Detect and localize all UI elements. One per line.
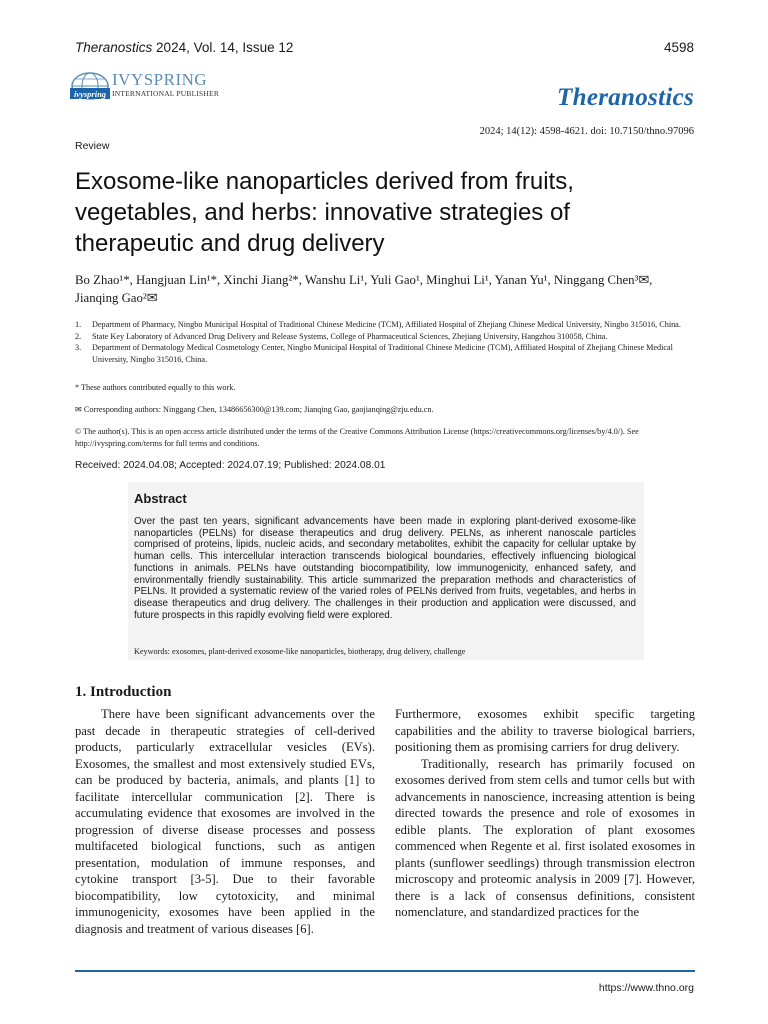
affiliation-text: Department of Pharmacy, Ningbo Municipal Hospital of Traditional Chinese Medicine (TCM), Affiliated Hospital of Zhejiang Chinese Medical University, Ningbo 315016, China. — [92, 320, 681, 329]
affiliations — [75, 319, 700, 365]
journal-brand: Theranostics — [557, 84, 694, 111]
paragraph: There have been significant advancements over the past decade in therapeutic strategies of cell-derived products, particularly extracellular vesicles (EVs). Exosomes, the smallest and most extensively studied EVs, can be produced by bacteria, animals, and plants [1] to facilitate intercellular communication [2]. There is accumulating evidence that exosomes are involved in the progression of diverse disease processes and possess multifaceted biological functions, such as antigen presentation, modulation of immune responses, and cytokine transport [3-5]. Due to their favorable biocompatibility, low cytotoxicity, and minimal immunogenicity, exosomes have been applied in the diagnosis and treatment of various diseases [6]. — [75, 707, 375, 936]
paragraph: Furthermore, exosomes exhibit specific targeting capabilities and the ability to traverse biological barriers, positioning them as promising carriers for drug delivery. — [395, 707, 695, 754]
affiliation-number: 2. — [75, 331, 82, 341]
citation-doi: 2024; 14(12): 4598-4621. doi: 10.7150/thno.97096 — [479, 126, 694, 137]
section-heading-introduction: 1. Introduction — [75, 684, 172, 700]
license-note: © The author(s). This is an open access article distributed under the terms of the Creative Commons Attribution License (https://creativecommons.org/licenses/by/4.0/). See http://ivyspring.com/terms for full terms and conditions. — [75, 427, 639, 448]
author-list: Bo Zhao¹*, Hangjuan Lin¹*, Xinchi Jiang²*, Wanshu Li¹, Yuli Gao¹, Minghui Li¹, Yanan Yu¹, Ninggang Chen³✉, Jianqing Gao²✉ — [75, 273, 653, 305]
publication-dates: Received: 2024.04.08; Accepted: 2024.07.19; Published: 2024.08.01 — [75, 460, 386, 471]
affiliation-text: Department of Dermatology Medical Cosmetology Center, Ningbo Municipal Hospital of Traditional Chinese Medicine (TCM), Affiliated Hospital of Zhejiang Chinese Medical University, Ningbo 315016, China. — [92, 343, 673, 364]
affiliation-item — [75, 331, 700, 343]
equal-contribution-note: * These authors contributed equally to this work. — [75, 383, 236, 392]
affiliation-text: State Key Laboratory of Advanced Drug Delivery and Release Systems, College of Pharmaceutical Sciences, Zhejiang University, Hangzhou 310058, China. — [92, 331, 608, 341]
journal-name: Theranostics — [75, 40, 153, 55]
article-type: Review — [75, 140, 110, 152]
footer-url: https://www.thno.org — [598, 982, 694, 994]
article-title: Exosome-like nanoparticles derived from fruits, vegetables, and herbs: innovative strategies of therapeutic and drug delivery — [75, 168, 574, 257]
ivyspring-logo — [70, 70, 230, 106]
publisher-name: IVYSPRING — [112, 70, 208, 89]
affiliation-item — [75, 319, 700, 331]
logo-wordmark-text: ivyspring — [73, 89, 107, 99]
footer-rule — [75, 970, 695, 972]
running-header-journal — [75, 40, 293, 55]
affiliation-item — [75, 342, 700, 365]
abstract-heading: Abstract — [134, 491, 187, 506]
journal-issue: 2024, Vol. 14, Issue 12 — [152, 40, 294, 55]
logo-wordmark — [71, 89, 109, 99]
body-column-left — [75, 706, 375, 937]
affiliation-number: 3. — [75, 343, 82, 352]
abstract-text: Over the past ten years, significant advancements have been made in exploring plant-derived exosome-like nanoparticles (PELNs) for disease therapeutics and drug delivery. PELNs, as inherent nanoscale particles comprised of proteins, lipids, nucleic acids, and secondary metabolites, exhibit the capacity for cellular uptake by human cells. This intercellular interaction transcends biological boundaries, effectively influencing biological functions in animals. PELNs have outstanding biocompatibility, low immunogenicity, enhanced safety, and environmentally friendly sustainability. This article summarized the preparation methods and characteristics of PELNs. It provided a systematic review of the varied roles of PELNs derived from fruits, vegetables, and herbs in disease therapeutics and drug delivery. The challenges in their production and application were discussed, and future prospects in this rapidly evolving field were explored. — [134, 516, 636, 621]
publisher-subtitle: INTERNATIONAL PUBLISHER — [112, 89, 220, 98]
body-column-right — [395, 706, 695, 921]
corresponding-authors: ✉ Corresponding authors: Ninggang Chen, 13486656300@139.com; Jianqing Gao, gaojianqing@zju.edu.cn. — [75, 405, 434, 414]
affiliation-number: 1. — [75, 320, 82, 329]
paragraph: Traditionally, research has primarily focused on exosomes derived from stem cells and tumor cells but with advancements in nanoscience, increasing attention is being directed towards the presence and role of exosomes in edible plants. The exploration of plant exosomes commenced when Regente et al. first isolated exosomes in plants (sunflower seedlings) through transmission electron microscopy and proteomic analysis in 2009 [7]. However, there is a lack of consensus definitions, consistent nomenclature, and standardized practices for the — [395, 756, 695, 919]
page-number: 4598 — [663, 40, 694, 55]
keywords: Keywords: exosomes, plant-derived exosome-like nanoparticles, biotherapy, drug delivery, challenge — [134, 647, 466, 656]
